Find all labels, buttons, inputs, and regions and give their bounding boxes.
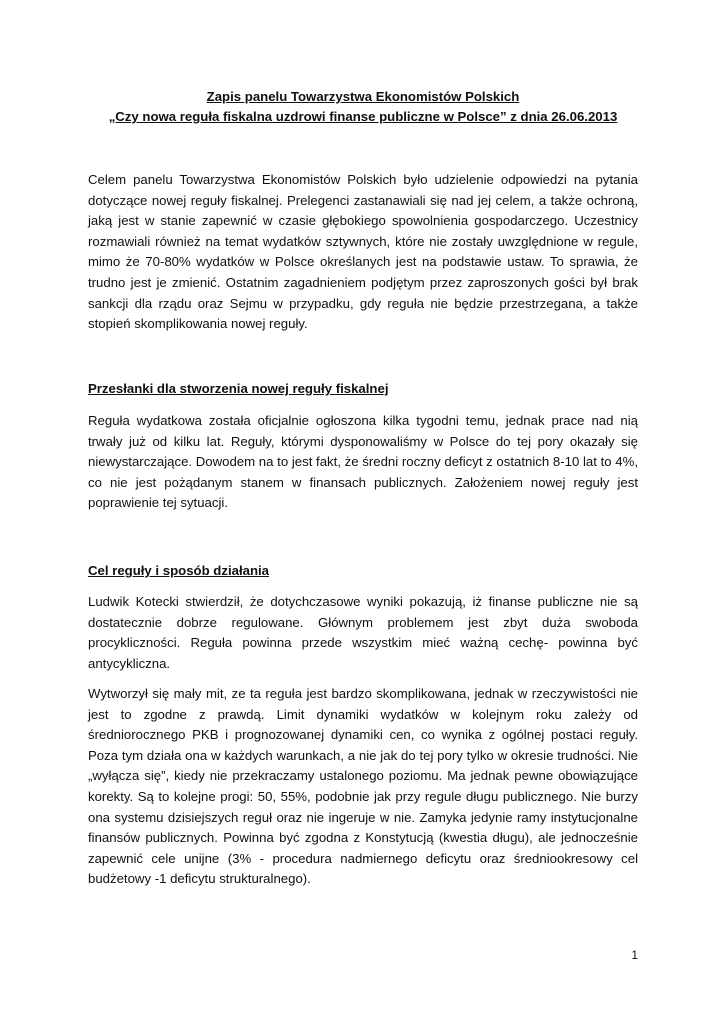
section-goal-paragraph-2: Wytworzył się mały mit, ze ta reguła jest bardzo skomplikowana, jednak w rzeczywistości nie jest to zgodne z prawdą. Limit dynamiki wydatków w kolejnym roku zależy od średniorocznego PKB i prognozowanej dynamiki cen, co wynika z ogólnej postaci reguły. Poza tym działa ona w każdych warunkach, a nie jak do tej pory tylko w okresie trudności. Nie „wyłącza się”, kiedy nie przekraczamy ustalonego poziomu. Ma jednak pewne obowiązujące korekty. Są to kolejne progi: 50, 55%, podobnie jak przy regule długu publicznego. Nie burzy ona systemu dzisiejszych reguł oraz nie ingeruje w nie. Zamyka jedynie ramy instytucjonalne finansów publicznych. Powinna być zgodna z Konstytucją (kwestia długu), ale jednocześnie zapewnić cele unijne (3% - procedura nadmiernego deficytu oraz średniookresowy cel budżetowy -1 deficytu strukturalnego). <box>88 686 638 887</box>
page-number: 1 <box>631 948 638 962</box>
intro-paragraph: Celem panelu Towarzystwa Ekonomistów Polskich było udzielenie odpowiedzi na pytania dotyczące nowej reguły fiskalnej. Prelegenci zastanawiali się nad jej celem, a także ochroną, jaką jest w stanie zapewnić w czasie głębokiego spowolnienia gospodarczego. Uczestnicy rozmawiali również na temat wydatków sztywnych, które nie zostały uwzględnione w regule, mimo że 70-80% wydatków w Polsce określanych jest na podstawie ustaw. To sprawia, że trudno jest je zmienić. Ostatnim zagadnieniem podjętym przez zaproszonych gości był brak sankcji dla rządu oraz Sejmu w przypadku, gdy reguła nie będzie przestrzegana, a także stopień skomplikowania nowej reguły. <box>88 172 638 332</box>
section-goal-paragraph-1: Ludwik Kotecki stwierdził, że dotychczasowe wyniki pokazują, iż finanse publiczne nie są dostatecznie dobrze regulowane. Głównym problemem jest zbyt duża swoboda procykliczności. Reguła powinna przede wszystkim mieć ważną cechę- powinna być antycykliczna. <box>88 594 638 671</box>
section-heading-goal: Cel reguły i sposób działania <box>88 563 270 578</box>
section-premises-paragraph: Reguła wydatkowa została oficjalnie ogłoszona kilka tygodni temu, jednak prace nad nią trwały już od kilku lat. Reguły, którymi dysponowaliśmy w Polsce do tej pory okazały się niewystarczające. Dowodem na to jest fakt, że średni roczny deficyt z ostatnich 8-10 lat to 4%, co nie jest pożądanym stanem w finansach publicznych. Założeniem nowej reguły jest poprawienie tej sytuacji. <box>88 413 638 511</box>
document-title <box>88 87 638 127</box>
title-line-1: Zapis panelu Towarzystwa Ekonomistów Polskich <box>206 89 520 104</box>
section-heading-premises: Przesłanki dla stworzenia nowej reguły fiskalnej <box>88 381 389 396</box>
title-line-2: „Czy nowa reguła fiskalna uzdrowi finanse publiczne w Polsce” z dnia 26.06.2013 <box>108 109 618 124</box>
